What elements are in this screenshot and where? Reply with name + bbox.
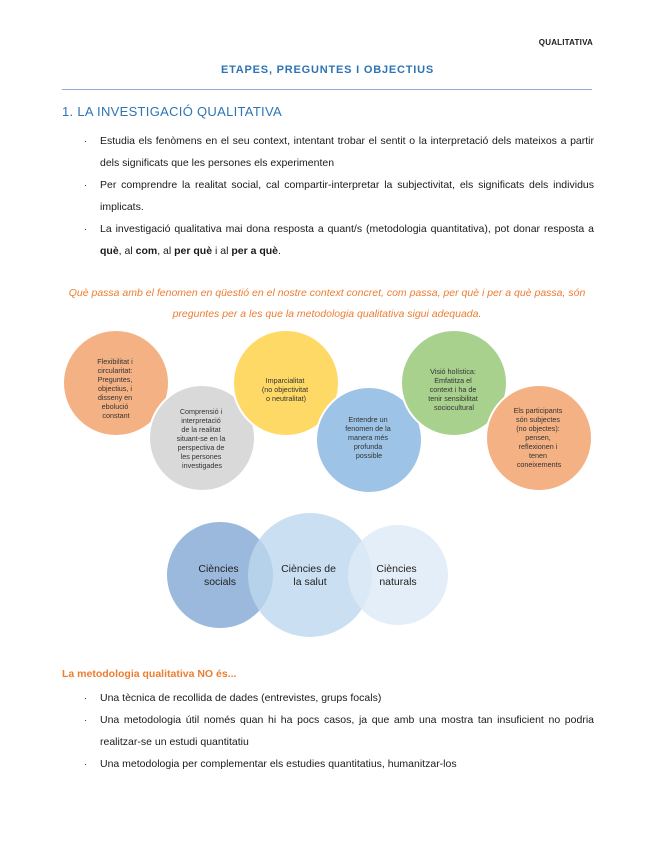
circle-impartiality-label: Imparcialitat (no objectivitat o neutralitat) — [261, 376, 309, 403]
not-list — [62, 687, 594, 775]
venn-social-label: Ciències socials — [198, 563, 239, 588]
list-item — [62, 753, 594, 775]
list-item — [62, 709, 594, 753]
section-heading: 1. LA INVESTIGACIÓ QUALITATIVA — [62, 104, 282, 119]
header-tag: QUALITATIVA — [538, 38, 593, 47]
circle-understanding-label: Entendre un fenomen de la manera més profunda possible — [345, 415, 391, 460]
circle-participants-label: Els participants són subjectes (no objectes): pensen, reflexionen i tenen coneixements — [513, 406, 563, 469]
italic-note: Què passa amb el fenomen en qüestió en el nostre context concret, com passa, per què i per a què passa, són preguntes per a les que la metodologia qualitativa sigui adequada. — [68, 287, 586, 320]
circle-comprehension-label: Comprensió i interpretació de la realitat situant-se en la perspectiva de les persones investigades — [176, 407, 226, 470]
venn-natural-sciences — [348, 525, 448, 625]
separator: , al — [157, 245, 175, 257]
list-item-text: Una tècnica de recollida de dades (entrevistes, grups focals) — [100, 692, 382, 704]
bullet-icon: · — [84, 224, 87, 234]
circle-holistic-label: Visió holística: Emfatitza el context i ha de tenir sensibilitat sociocultural — [428, 367, 478, 412]
keyword-com: com — [135, 245, 158, 257]
keyword-que: què — [100, 245, 119, 257]
circle-flexibility-label: Flexibilitat i circularitat: Preguntes, objectius, i disseny en ebolució constant — [97, 357, 133, 420]
separator: i al — [212, 245, 232, 257]
venn-natural-label: Ciències naturals — [376, 563, 417, 588]
list-item — [62, 687, 594, 709]
keyword-per-que: per què — [174, 245, 213, 257]
list-item-text: Una metodologia útil només quan hi ha pocs casos, ja que amb una mostra tan insuficient no podria realitzar-se un estudi quantitatiu — [100, 714, 594, 748]
list-item-text: Una metodologia per complementar els estudies quantitatius, humanitzar-los — [100, 758, 457, 770]
not-heading: La metodologia qualitativa NO és... — [62, 668, 237, 680]
keyword-per-a-que: per a què — [231, 245, 279, 257]
bullet-icon: · — [84, 180, 87, 190]
separator: . — [278, 245, 281, 257]
bullet-icon: · — [84, 693, 87, 703]
bullet-icon: · — [84, 759, 87, 769]
separator: , al — [118, 245, 136, 257]
venn-health-label: Ciències de la salut — [281, 563, 336, 588]
list-item-text: La investigació qualitativa mai dona resposta a quant/s (metodologia quantitativa), pot donar resposta a — [100, 223, 594, 235]
document-title: ETAPES, PREGUNTES I OBJECTIUS — [220, 64, 435, 76]
list-item-text: Estudia els fenòmens en el seu context, intentant trobar el sentit o la interpretació dels mateixos a partir dels significats que les persones els experimenten — [100, 135, 594, 169]
bullet-icon: · — [84, 715, 87, 725]
bullet-icon: · — [84, 136, 87, 146]
list-item-text: Per comprendre la realitat social, cal compartir-interpretar la subjectivitat, els significats dels individus implicats. — [100, 179, 594, 213]
